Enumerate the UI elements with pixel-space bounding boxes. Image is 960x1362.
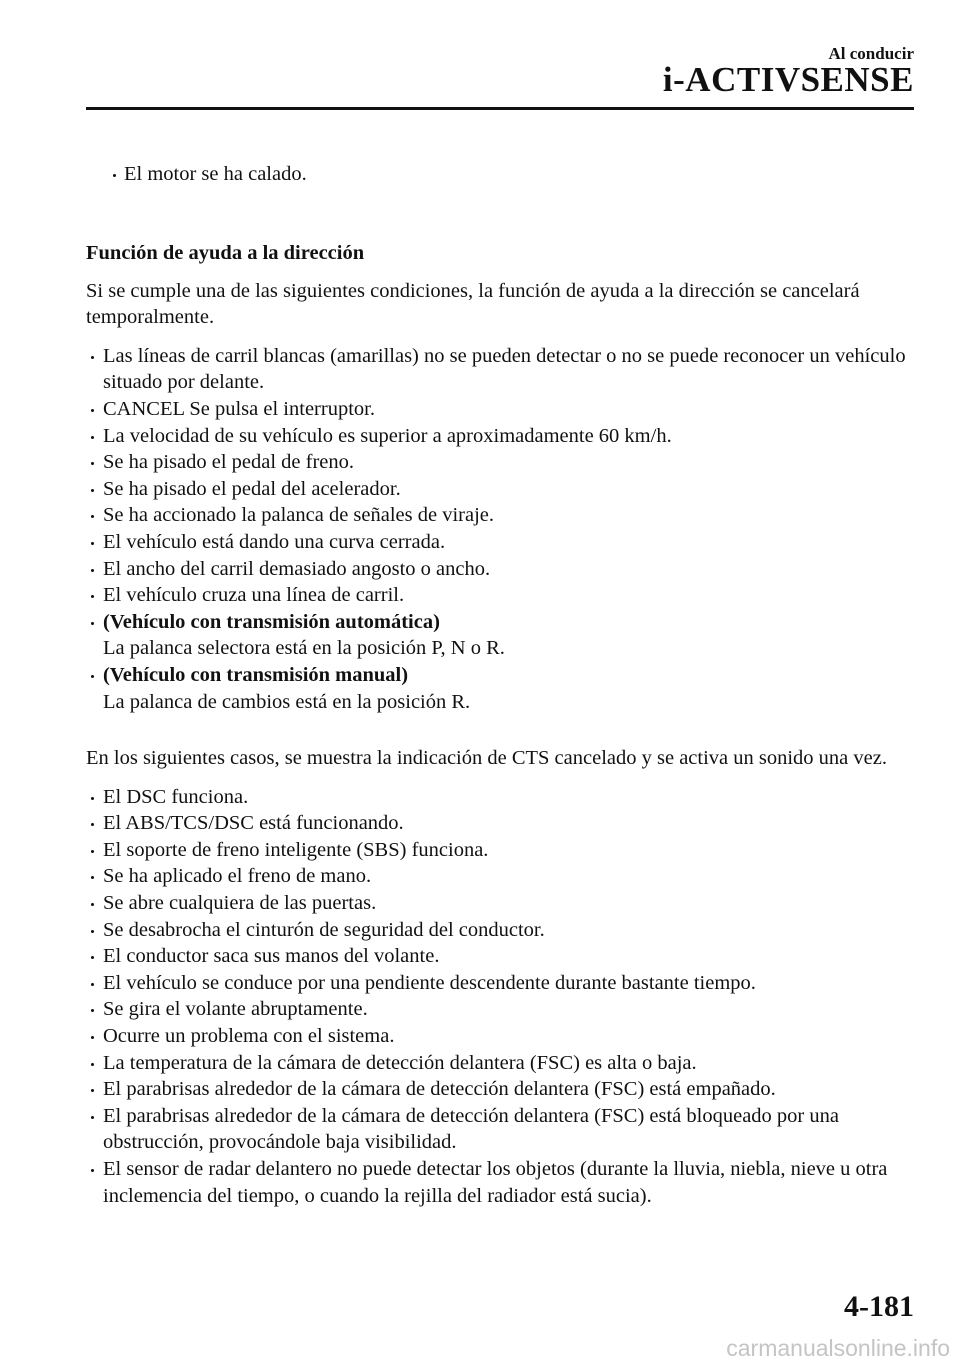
watermark: carmanualsonline.info [726,1335,950,1361]
list-item: Se gira el volante abruptamente. [86,996,916,1023]
list-item: La velocidad de su vehículo es superior a aproximadamente 60 km/h. [86,423,916,450]
automatic-text: La palanca selectora está en la posición P, N o R. [103,637,505,660]
list-item: El soporte de freno inteligente (SBS) funciona. [86,837,916,864]
list-item-automatic [86,609,916,662]
list-item: Se desabrocha el cinturón de seguridad del conductor. [86,917,916,944]
list-item: Las líneas de carril blancas (amarillas) no se pueden detectar o no se puede reconocer un vehículo situado por delante. [86,343,916,396]
list-item: El ancho del carril demasiado angosto o ancho. [86,556,916,583]
automatic-label: (Vehículo con transmisión automática) [103,610,440,633]
list-item: CANCEL Se pulsa el interruptor. [86,396,916,423]
list-item: El vehículo está dando una curva cerrada. [86,529,916,556]
intro-list [86,161,916,188]
cts-conditions-list [86,784,916,1210]
manual-label: (Vehículo con transmisión manual) [103,663,409,686]
list-item: El conductor saca sus manos del volante. [86,943,916,970]
cts-paragraph: En los siguientes casos, se muestra la indicación de CTS cancelado y se activa un sonido una vez. [86,747,887,770]
chapter-label: Al conducir [828,44,914,63]
list-item: Se ha pisado el pedal de freno. [86,449,916,476]
list-item: El parabrisas alrededor de la cámara de detección delantera (FSC) está bloqueado por una obstrucción, provocándole baja visibilidad. [86,1103,916,1156]
list-item: El vehículo cruza una línea de carril. [86,582,916,609]
list-item: El motor se ha calado. [86,161,916,188]
steering-paragraph: Si se cumple una de las siguientes condiciones, la función de ayuda a la dirección se cancelará temporalmente. [86,279,860,329]
manual-text: La palanca de cambios está en la posición R. [103,690,471,713]
list-item: El vehículo se conduce por una pendiente descendente durante bastante tiempo. [86,970,916,997]
header-rule [86,107,914,110]
list-item: El parabrisas alrededor de la cámara de detección delantera (FSC) está empañado. [86,1076,916,1103]
list-item: Se ha accionado la palanca de señales de viraje. [86,502,916,529]
steering-heading: Función de ayuda a la dirección [86,241,365,264]
list-item: Se ha aplicado el freno de mano. [86,863,916,890]
list-item: Se ha pisado el pedal del acelerador. [86,476,916,503]
list-item: El sensor de radar delantero no puede detectar los objetos (durante la lluvia, niebla, nieve u otra inclemencia del tiempo, o cuando la rejilla del radiador está sucia). [86,1156,916,1209]
page-content [86,161,916,1209]
section-title: i-ACTIVSENSE [662,60,914,99]
list-item: Se abre cualquiera de las puertas. [86,890,916,917]
list-item-manual [86,662,916,715]
page-number: 4-181 [844,1290,914,1323]
list-item: El DSC funciona. [86,784,916,811]
list-item: La temperatura de la cámara de detección delantera (FSC) es alta o baja. [86,1050,916,1077]
list-item: Ocurre un problema con el sistema. [86,1023,916,1050]
steering-conditions-list [86,343,916,715]
list-item: El ABS/TCS/DSC está funcionando. [86,810,916,837]
